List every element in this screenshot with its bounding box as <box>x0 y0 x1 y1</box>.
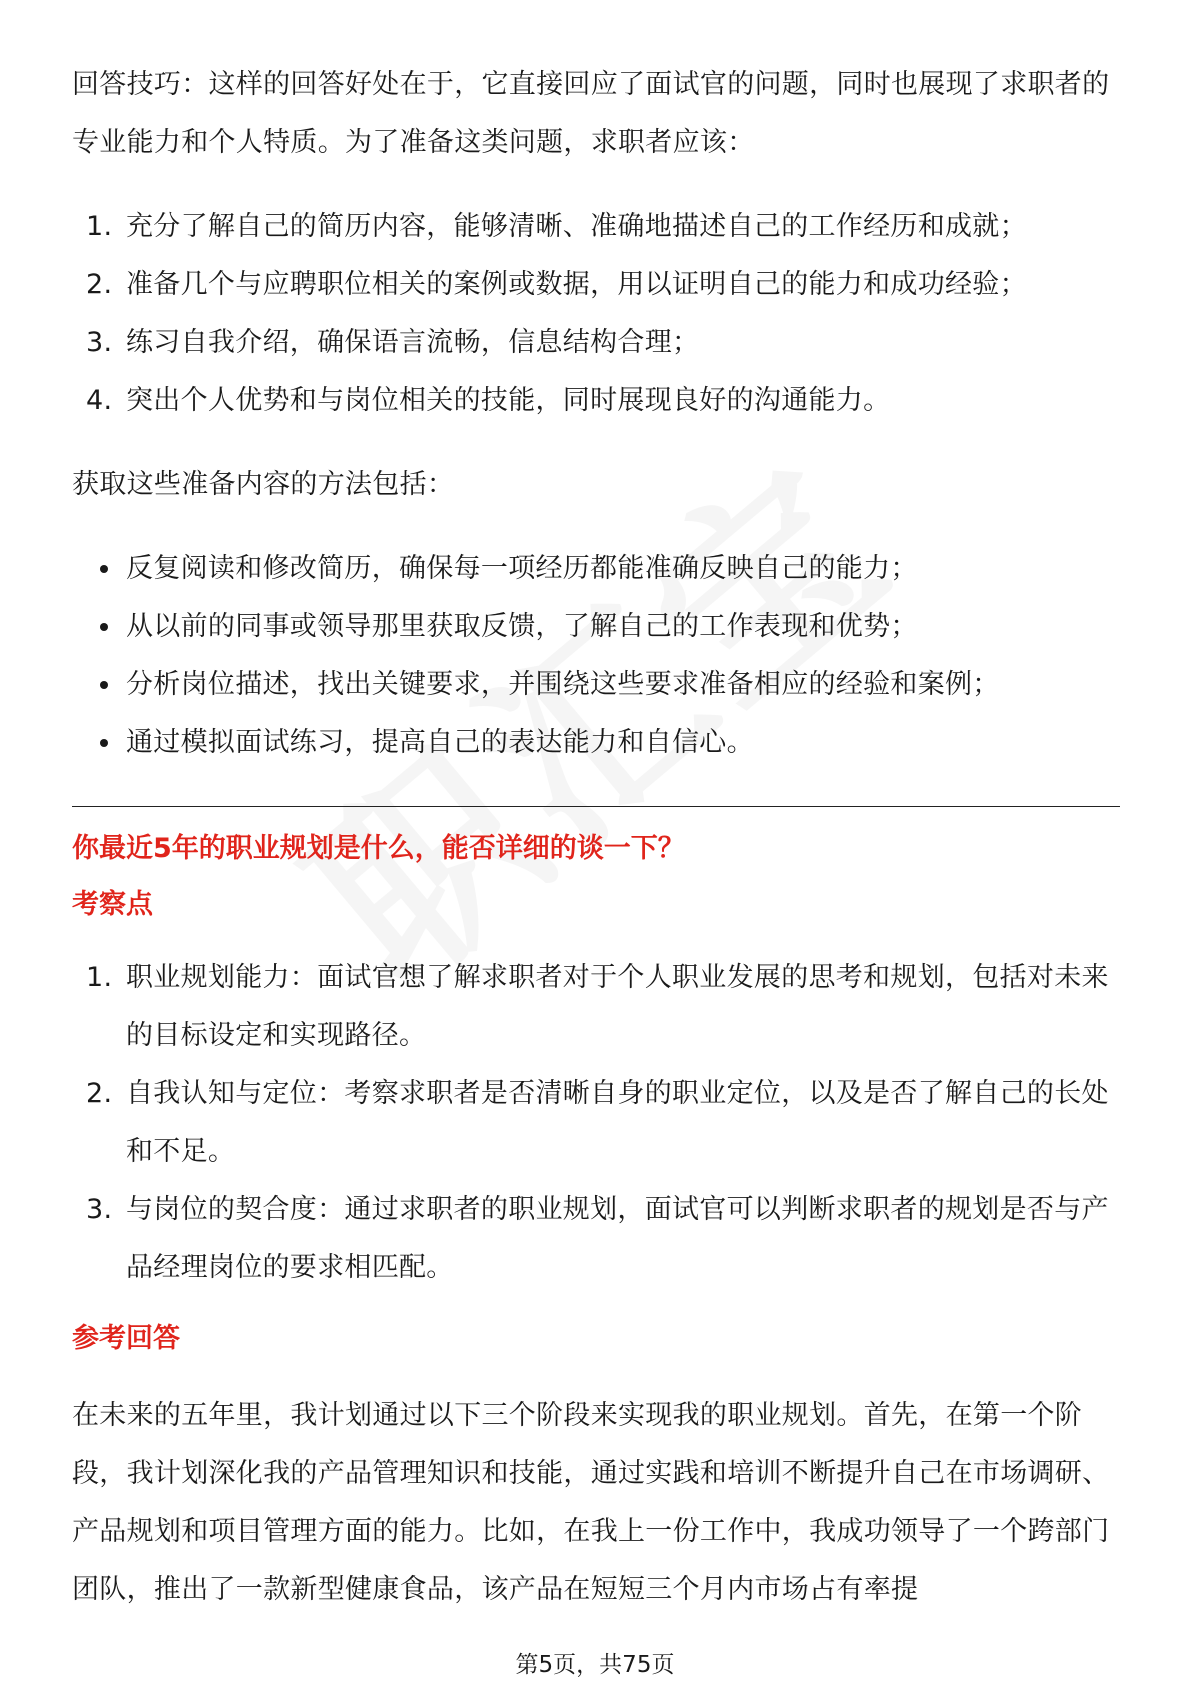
list-item <box>72 714 1120 772</box>
assessment-list <box>72 949 1120 1297</box>
list-text: 与岗位的契合度：通过求职者的职业规划，面试官可以判断求职者的规划是否与产品经理岗位的要求相匹配。 <box>126 1194 1109 1283</box>
list-number: 2. <box>86 1078 113 1109</box>
list-item <box>72 1181 1120 1297</box>
list-number: 1. <box>86 211 113 242</box>
list-text: 充分了解自己的简历内容，能够清晰、准确地描述自己的工作经历和成就； <box>126 211 1027 242</box>
list-item <box>72 198 1120 256</box>
intro-paragraph: 回答技巧：这样的回答好处在于，它直接回应了面试官的问题，同时也展现了求职者的专业能力和个人特质。为了准备这类问题，求职者应该： <box>72 69 1110 158</box>
bullet-icon <box>100 623 108 631</box>
list-item <box>72 949 1120 1065</box>
reference-heading: 参考回答 <box>72 1323 180 1354</box>
list-item <box>72 656 1120 714</box>
assessment-heading: 考察点 <box>72 889 153 920</box>
document-page <box>72 56 1120 1619</box>
list-text: 练习自我介绍，确保语言流畅，信息结构合理； <box>126 327 700 358</box>
list-item <box>72 314 1120 372</box>
list-text: 自我认知与定位：考察求职者是否清晰自身的职业定位，以及是否了解自己的长处和不足。 <box>126 1078 1109 1167</box>
page-number: 第5页，共75页 <box>515 1652 675 1678</box>
list-text: 准备几个与应聘职位相关的案例或数据，用以证明自己的能力和成功经验； <box>126 269 1027 300</box>
bullet-icon <box>100 565 108 573</box>
list-item <box>72 598 1120 656</box>
methods-list <box>72 540 1120 772</box>
prep-list <box>72 198 1120 430</box>
methods-intro: 获取这些准备内容的方法包括： <box>72 469 455 500</box>
bullet-icon <box>100 739 108 747</box>
list-text: 突出个人优势和与岗位相关的技能，同时展现良好的沟通能力。 <box>126 385 891 416</box>
list-item <box>72 256 1120 314</box>
list-number: 2. <box>86 269 113 300</box>
list-text: 职业规划能力：面试官想了解求职者对于个人职业发展的思考和规划，包括对未来的目标设定和实现路径。 <box>126 962 1109 1051</box>
section-divider <box>72 806 1120 807</box>
list-text: 通过模拟面试练习，提高自己的表达能力和自信心。 <box>126 727 754 758</box>
list-item <box>72 540 1120 598</box>
list-number: 1. <box>86 962 113 993</box>
bullet-icon <box>100 681 108 689</box>
list-text: 分析岗位描述，找出关键要求，并围绕这些要求准备相应的经验和案例； <box>126 669 1000 700</box>
list-item <box>72 1065 1120 1181</box>
list-number: 3. <box>86 1194 113 1225</box>
list-text: 从以前的同事或领导那里获取反馈，了解自己的工作表现和优势； <box>126 611 918 642</box>
list-text: 反复阅读和修改简历，确保每一项经历都能准确反映自己的能力； <box>126 553 918 584</box>
list-item <box>72 372 1120 430</box>
list-number: 4. <box>86 385 113 416</box>
reference-paragraph: 在未来的五年里，我计划通过以下三个阶段来实现我的职业规划。首先，在第一个阶段，我计划深化我的产品管理知识和技能，通过实践和培训不断提升自己在市场调研、产品规划和项目管理方面的能力。比如，在我上一份工作中，我成功领导了一个跨部门团队，推出了一款新型健康食品，该产品在短短三个月内市场占有率提 <box>72 1400 1110 1605</box>
question-heading: 你最近5年的职业规划是什么，能否详细的谈一下？ <box>72 833 685 864</box>
list-number: 3. <box>86 327 113 358</box>
